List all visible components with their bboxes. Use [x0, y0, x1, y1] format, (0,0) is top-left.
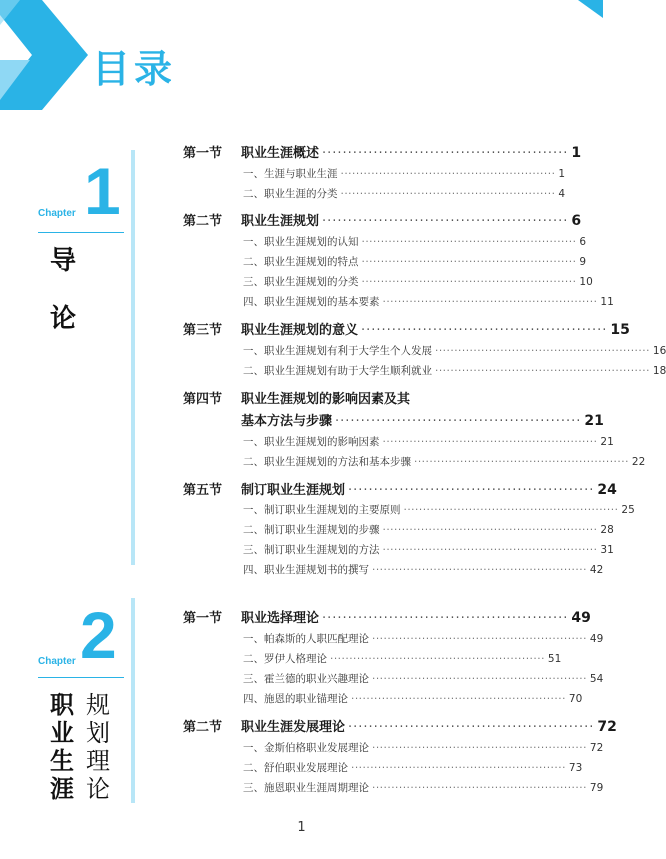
toc-item[interactable]	[243, 780, 604, 795]
leader-dots: ························································	[351, 693, 566, 705]
item-title: 三、霍兰德的职业兴趣理论	[243, 673, 369, 685]
leader-dots: ················································	[348, 483, 595, 498]
section-page: 6	[571, 213, 582, 229]
toc-item[interactable]	[243, 186, 566, 201]
chapter-2-title-bold-4: 涯	[50, 775, 74, 803]
section-number: 第二节	[183, 720, 223, 735]
chapter-2-title-light-2: 划	[86, 719, 110, 747]
leader-dots: ························································	[414, 456, 629, 468]
section-page: 15	[610, 322, 630, 338]
leader-dots: ························································	[372, 742, 587, 754]
leader-dots: ················································	[322, 611, 569, 626]
section-title: 职业生涯规划的意义	[241, 323, 359, 338]
item-page: 18	[652, 365, 666, 377]
item-title: 二、罗伊人格理论	[243, 653, 327, 665]
toc-item[interactable]	[243, 363, 666, 378]
item-title: 三、制订职业生涯规划的方法	[243, 544, 380, 556]
toc-item[interactable]	[243, 234, 587, 249]
item-title: 一、职业生涯规划有利于大学生个人发展	[243, 345, 432, 357]
item-page: 22	[631, 456, 646, 468]
item-title: 二、职业生涯的分类	[243, 188, 338, 200]
toc-section[interactable]	[183, 716, 617, 735]
item-title: 四、职业生涯规划的基本要素	[243, 296, 380, 308]
leader-dots: ························································	[372, 673, 587, 685]
section-page: 24	[597, 482, 617, 498]
toc-section-continued[interactable]	[183, 410, 604, 429]
toc-item[interactable]	[243, 562, 604, 577]
toc-item[interactable]	[243, 434, 614, 449]
toc-item[interactable]	[243, 522, 614, 537]
section-page: 1	[571, 145, 582, 161]
section-number: 第五节	[183, 483, 223, 498]
chapter-1-label: Chapter	[38, 208, 76, 219]
item-title: 二、制订职业生涯规划的步骤	[243, 524, 380, 536]
corner-chevron-icon	[578, 0, 603, 18]
section-title: 职业生涯规划的影响因素及其	[241, 392, 411, 407]
toc-item[interactable]	[243, 274, 593, 289]
item-page: 9	[579, 256, 587, 268]
item-title: 一、金斯伯格职业发展理论	[243, 742, 369, 754]
item-page: 11	[600, 296, 614, 308]
section-title: 制订职业生涯规划	[241, 483, 346, 498]
item-page: 54	[589, 673, 604, 685]
leader-dots: ························································	[382, 524, 598, 536]
toc-item[interactable]	[243, 454, 646, 469]
leader-dots: ························································	[330, 653, 545, 665]
section-title: 职业生涯发展理论	[241, 720, 346, 735]
leader-dots: ························································	[372, 564, 587, 576]
toc-section[interactable]	[183, 142, 582, 161]
item-page: 6	[579, 236, 587, 248]
section-title-continued: 基本方法与步骤	[241, 414, 333, 429]
section-title: 职业选择理论	[241, 611, 320, 626]
item-page: 72	[589, 742, 604, 754]
item-title: 一、帕森斯的人职匹配理论	[243, 633, 369, 645]
item-page: 10	[579, 276, 593, 288]
item-page: 1	[558, 168, 566, 180]
item-page: 73	[568, 762, 583, 774]
item-title: 一、职业生涯规划的影响因素	[243, 436, 380, 448]
toc-section[interactable]	[183, 210, 582, 229]
toc-section[interactable]	[183, 479, 617, 498]
toc-item[interactable]	[243, 631, 604, 646]
section-number: 第三节	[183, 323, 223, 338]
leader-dots: ························································	[372, 633, 587, 645]
item-page: 4	[558, 188, 566, 200]
toc-section[interactable]	[183, 388, 523, 407]
toc-item[interactable]	[243, 760, 583, 775]
section-number: 第一节	[183, 611, 223, 626]
item-page: 31	[600, 544, 614, 556]
toc-item[interactable]	[243, 671, 604, 686]
item-page: 16	[652, 345, 666, 357]
section-number: 第二节	[183, 214, 223, 229]
chapter-2-label: Chapter	[38, 656, 76, 667]
leader-dots: ························································	[340, 168, 556, 180]
leader-dots: ························································	[361, 276, 577, 288]
leader-dots: ························································	[382, 436, 598, 448]
leader-dots: ························································	[435, 345, 650, 357]
chapter-1-number: 1	[84, 154, 121, 228]
item-page: 28	[600, 524, 614, 536]
chapter-2-number: 2	[80, 598, 117, 672]
chapter-1-bar	[131, 150, 135, 565]
leader-dots: ························································	[361, 236, 577, 248]
item-page: 25	[621, 504, 635, 516]
leader-dots: ························································	[382, 296, 598, 308]
toc-item[interactable]	[243, 542, 614, 557]
item-title: 四、职业生涯规划书的撰写	[243, 564, 369, 576]
toc-item[interactable]	[243, 691, 583, 706]
page-title: 目录	[92, 46, 177, 91]
chapter-2-title-bold-3: 生	[50, 747, 74, 775]
item-title: 二、舒伯职业发展理论	[243, 762, 348, 774]
item-title: 二、职业生涯规划的方法和基本步骤	[243, 456, 411, 468]
leader-dots: ························································	[403, 504, 619, 516]
leader-dots: ························································	[351, 762, 566, 774]
leader-dots: ························································	[435, 365, 650, 377]
chapter-2-title-bold-1: 职	[50, 691, 74, 719]
toc-item[interactable]	[243, 651, 562, 666]
section-page: 21	[584, 413, 604, 429]
chapter-2-rule	[38, 677, 124, 678]
section-page: 49	[571, 610, 591, 626]
chapter-2-bar	[131, 598, 135, 803]
item-page: 21	[600, 436, 614, 448]
toc-item[interactable]	[243, 166, 566, 181]
item-page: 70	[568, 693, 583, 705]
chapter-1-title-char-1: 导	[50, 246, 77, 276]
chevron-decoration-icon	[0, 0, 95, 120]
toc-item[interactable]	[243, 740, 604, 755]
toc-section[interactable]	[183, 319, 630, 338]
leader-dots: ························································	[340, 188, 556, 200]
leader-dots: ················································	[322, 214, 569, 229]
section-page: 72	[597, 719, 617, 735]
chapter-2-title-light-4: 论	[86, 775, 110, 803]
item-title: 三、职业生涯规划的分类	[243, 276, 359, 288]
page-number: 1	[297, 820, 306, 835]
leader-dots: ················································	[335, 414, 582, 429]
leader-dots: ························································	[382, 544, 598, 556]
item-page: 79	[589, 782, 604, 794]
item-title: 四、施恩的职业锚理论	[243, 693, 348, 705]
chapter-1-title-char-2: 论	[50, 304, 77, 334]
chapter-1-rule	[38, 232, 124, 233]
chapter-2-title-light-1: 规	[86, 691, 110, 719]
section-title: 职业生涯概述	[241, 146, 320, 161]
toc-item[interactable]	[243, 254, 587, 269]
item-title: 一、生涯与职业生涯	[243, 168, 338, 180]
leader-dots: ················································	[322, 146, 569, 161]
chapter-2-title-light-3: 理	[86, 747, 110, 775]
item-title: 一、职业生涯规划的认知	[243, 236, 359, 248]
chapter-2-title-bold-2: 业	[50, 719, 74, 747]
toc-item[interactable]	[243, 502, 635, 517]
leader-dots: ················································	[348, 720, 595, 735]
item-title: 二、职业生涯规划有助于大学生顺利就业	[243, 365, 432, 377]
item-page: 51	[547, 653, 562, 665]
item-title: 一、制订职业生涯规划的主要原则	[243, 504, 401, 516]
section-title: 职业生涯规划	[241, 214, 320, 229]
section-number: 第四节	[183, 392, 223, 407]
leader-dots: ························································	[372, 782, 587, 794]
toc-item[interactable]	[243, 343, 666, 358]
section-number: 第一节	[183, 146, 223, 161]
item-title: 二、职业生涯规划的特点	[243, 256, 359, 268]
item-page: 49	[589, 633, 604, 645]
toc-section[interactable]	[183, 607, 591, 626]
leader-dots: ························································	[361, 256, 577, 268]
leader-dots: ················································	[361, 323, 608, 338]
toc-item[interactable]	[243, 294, 614, 309]
item-title: 三、施恩职业生涯周期理论	[243, 782, 369, 794]
item-page: 42	[589, 564, 604, 576]
